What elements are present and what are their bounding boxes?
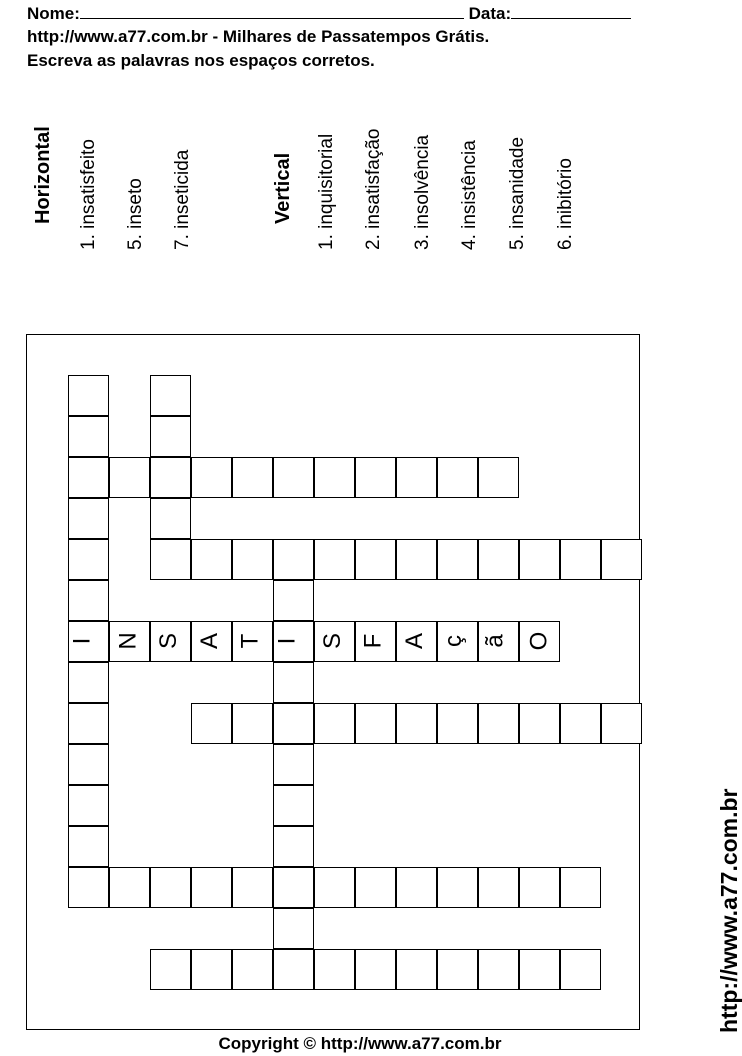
grid-cell[interactable] [519, 621, 560, 662]
cell-letter: S [319, 632, 347, 650]
grid-cell[interactable] [68, 416, 109, 457]
grid-cell[interactable] [560, 703, 601, 744]
grid-cell[interactable] [150, 867, 191, 908]
grid-cell[interactable] [437, 457, 478, 498]
grid-cell[interactable] [314, 949, 355, 990]
grid-cell[interactable] [273, 949, 314, 990]
grid-cell[interactable] [273, 621, 314, 662]
grid-cell[interactable] [150, 949, 191, 990]
grid-cell[interactable] [437, 703, 478, 744]
grid-cell[interactable] [519, 949, 560, 990]
cell-letter: F [359, 633, 387, 649]
name-blank[interactable] [80, 3, 464, 19]
grid-cell[interactable] [314, 703, 355, 744]
grid-cell[interactable] [273, 908, 314, 949]
grid-cell[interactable] [232, 621, 273, 662]
grid-cell[interactable] [191, 949, 232, 990]
cell-letter: A [401, 632, 429, 650]
copyright: Copyright © http://www.a77.com.br [218, 1034, 502, 1053]
cell-letter: ã [481, 634, 509, 648]
instruction-line: Escreva as palavras nos espaços corretos. [27, 51, 375, 70]
grid-cell[interactable] [150, 457, 191, 498]
grid-cell[interactable] [519, 867, 560, 908]
grid-cell[interactable] [68, 662, 109, 703]
grid-cell[interactable] [109, 867, 150, 908]
grid-cell[interactable] [68, 539, 109, 580]
grid-cell[interactable] [68, 457, 109, 498]
cell-letter: I [68, 637, 96, 645]
grid-cell[interactable] [396, 539, 437, 580]
grid-cell[interactable] [109, 457, 150, 498]
grid-cell[interactable] [478, 539, 519, 580]
grid-cell[interactable] [437, 949, 478, 990]
grid-cell[interactable] [355, 949, 396, 990]
date-label: Data: [468, 4, 512, 23]
grid-cell[interactable] [150, 621, 191, 662]
grid-cell[interactable] [232, 949, 273, 990]
site-line: http://www.a77.com.br - Milhares de Passatempos Grátis. [27, 27, 490, 46]
grid-cell[interactable] [68, 580, 109, 621]
vertical-clue: 5. insanidade [507, 136, 528, 250]
grid-cell[interactable] [150, 375, 191, 416]
horizontal-clue: 5. inseto [125, 178, 146, 250]
vertical-title: Vertical [272, 152, 294, 224]
grid-cell[interactable] [314, 457, 355, 498]
grid-cell[interactable] [273, 744, 314, 785]
grid-cell[interactable] [478, 621, 519, 662]
grid-cell[interactable] [232, 457, 273, 498]
grid-cell[interactable] [396, 703, 437, 744]
grid-cell[interactable] [273, 539, 314, 580]
grid-cell[interactable] [68, 375, 109, 416]
cell-letter: ç [440, 635, 467, 647]
grid-cell[interactable] [68, 826, 109, 867]
grid-cell[interactable] [68, 744, 109, 785]
grid-cell[interactable] [68, 867, 109, 908]
grid-cell[interactable] [478, 457, 519, 498]
grid-cell[interactable] [150, 498, 191, 539]
vertical-clue: 6. inibitório [555, 158, 576, 250]
horizontal-clue: 1. insatisfeito [78, 139, 99, 250]
grid-cell[interactable] [273, 785, 314, 826]
grid-cell[interactable] [232, 703, 273, 744]
vertical-clue: 3. insolvência [412, 134, 433, 250]
grid-cell[interactable] [191, 539, 232, 580]
grid-cell[interactable] [273, 662, 314, 703]
name-label: Nome: [27, 4, 80, 23]
cell-letter: N [114, 632, 142, 650]
grid-cell[interactable] [355, 703, 396, 744]
horizontal-title: Horizontal [32, 126, 54, 224]
grid-cell[interactable] [314, 621, 355, 662]
grid-cell[interactable] [437, 539, 478, 580]
cell-letter: I [273, 637, 301, 645]
cell-letter: T [236, 633, 264, 649]
vertical-clue: 1. inquisitorial [316, 133, 337, 250]
grid-cell[interactable] [519, 703, 560, 744]
grid-cell[interactable] [273, 580, 314, 621]
grid-cell[interactable] [232, 867, 273, 908]
horizontal-clue: 7. inseticida [172, 149, 193, 250]
header-name-date-line [27, 3, 631, 24]
crossword-frame [26, 334, 640, 1030]
grid-cell[interactable] [396, 949, 437, 990]
grid-cell[interactable] [355, 539, 396, 580]
grid-cell[interactable] [150, 539, 191, 580]
grid-cell[interactable] [560, 949, 601, 990]
grid-cell[interactable] [396, 867, 437, 908]
cell-letter: S [155, 632, 183, 650]
grid-cell[interactable] [68, 621, 109, 662]
grid-cell[interactable] [519, 539, 560, 580]
grid-cell[interactable] [314, 539, 355, 580]
grid-cell[interactable] [273, 457, 314, 498]
grid-cell[interactable] [68, 498, 109, 539]
grid-cell[interactable] [355, 457, 396, 498]
grid-cell[interactable] [68, 785, 109, 826]
grid-cell[interactable] [109, 621, 150, 662]
grid-cell[interactable] [273, 867, 314, 908]
grid-cell[interactable] [437, 621, 478, 662]
cell-letter: A [196, 632, 224, 650]
grid-cell[interactable] [601, 539, 642, 580]
grid-cell[interactable] [150, 416, 191, 457]
cell-letter: O [525, 631, 553, 651]
grid-cell[interactable] [355, 621, 396, 662]
grid-cell[interactable] [232, 539, 273, 580]
side-url: http://www.a77.com.br [716, 788, 742, 1033]
grid-cell[interactable] [478, 703, 519, 744]
grid-cell[interactable] [560, 867, 601, 908]
grid-cell[interactable] [396, 621, 437, 662]
vertical-clue: 2. insatisfação [363, 128, 384, 250]
grid-cell[interactable] [478, 949, 519, 990]
grid-cell[interactable] [396, 457, 437, 498]
grid-cell[interactable] [355, 867, 396, 908]
grid-cell[interactable] [68, 703, 109, 744]
grid-cell[interactable] [191, 621, 232, 662]
grid-cell[interactable] [478, 867, 519, 908]
grid-cell[interactable] [191, 457, 232, 498]
grid-cell[interactable] [191, 867, 232, 908]
grid-cell[interactable] [273, 703, 314, 744]
grid-cell[interactable] [314, 867, 355, 908]
grid-cell[interactable] [560, 539, 601, 580]
date-blank[interactable] [511, 3, 631, 19]
grid-cell[interactable] [437, 867, 478, 908]
grid-cell[interactable] [273, 826, 314, 867]
grid-cell[interactable] [601, 703, 642, 744]
grid-cell[interactable] [191, 703, 232, 744]
vertical-clue: 4. insistência [459, 140, 480, 250]
